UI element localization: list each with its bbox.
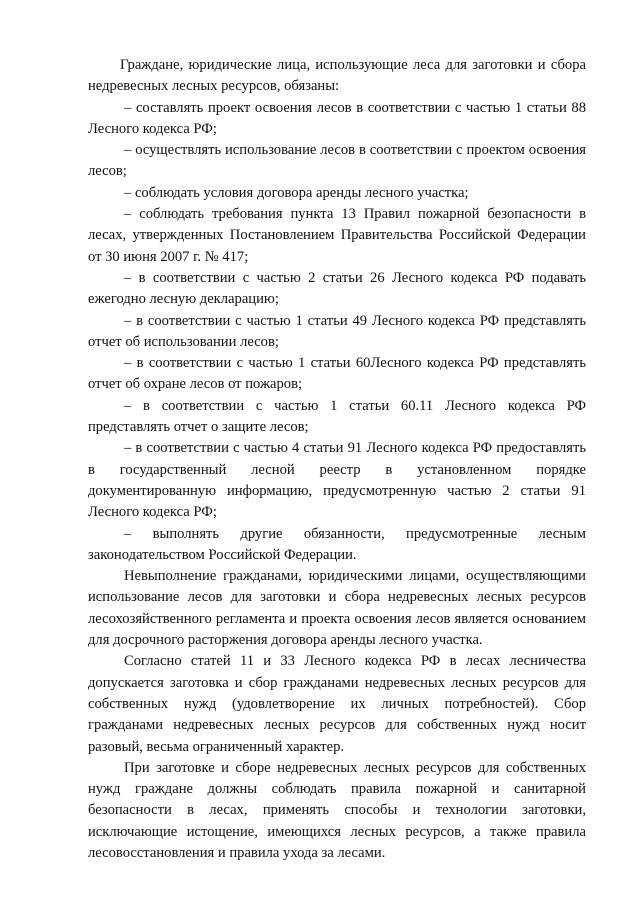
obligation-item: – в соответствии с частью 1 статьи 60.11 Лесного кодекса РФ представлять отчет о защите лесов; [88,397,586,436]
document-page [88,55,586,864]
obligation-item: – соблюдать требования пункта 13 Правил пожарной безопасности в лесах, утвержденных Постановлением Правительства Российской Федерации от 30 июня 2007 г. № 417; [88,206,586,265]
obligation-item: – в соответствии с частью 1 статьи 49 Лесного кодекса РФ представлять отчет об использовании лесов; [88,312,586,350]
intro-paragraph: Граждане, юридические лица, использующие леса для заготовки и сбора недревесных лесных ресурсов, обязаны: [88,57,586,95]
obligation-item: – в соответствии с частью 2 статьи 26 Лесного кодекса РФ подавать ежегодно лесную декларацию; [88,269,586,308]
obligation-item: – соблюдать условия договора аренды лесного участка; [124,184,469,201]
obligation-item: – в соответствии с частью 4 статьи 91 Лесного кодекса РФ предоставлять в государственный лесной реестр в установленном порядке документированную информацию, предусмотренную частью 2 статьи 91 Лесного кодекса РФ; [88,440,586,521]
body-paragraph: Согласно статей 11 и 33 Лесного кодекса РФ в лесах лесничества допускается заготовка и сбор гражданами недревесных лесных ресурсов для собственных нужд (удовлетворение их личных потребностей). Сбор гражданами недревесных лесных ресурсов для собственных нужд носит разовый, весьма ограниченный характер. [88,653,586,755]
obligation-item: – осуществлять использование лесов в соответствии с проектом освоения лесов; [88,142,586,180]
body-paragraph: Невыполнение гражданами, юридическими лицами, осуществляющими использование лесов для заготовки и сбора недревесных лесных ресурсов лесохозяйственного регламента и проекта освоения лесов является основанием для досрочного расторжения договора аренды лесного участка. [88,568,586,649]
obligation-item: – составлять проект освоения лесов в соответствии с частью 1 статьи 88 Лесного кодекса РФ; [88,99,586,137]
obligation-item: – выполнять другие обязанности, предусмотренные лесным законодательством Российской Федерации. [88,525,586,563]
obligation-item: – в соответствии с частью 1 статьи 60Лесного кодекса РФ представлять отчет об охране лесов от пожаров; [88,355,586,393]
body-paragraph: При заготовке и сборе недревесных лесных ресурсов для собственных нужд граждане должны соблюдать правила пожарной и санитарной безопасности в лесах, применять способы и технологии заготовки, исключающие истощение, имеющихся лесных ресурсов, а также правила лесовосстановления и правила ухода за лесами. [88,759,586,861]
